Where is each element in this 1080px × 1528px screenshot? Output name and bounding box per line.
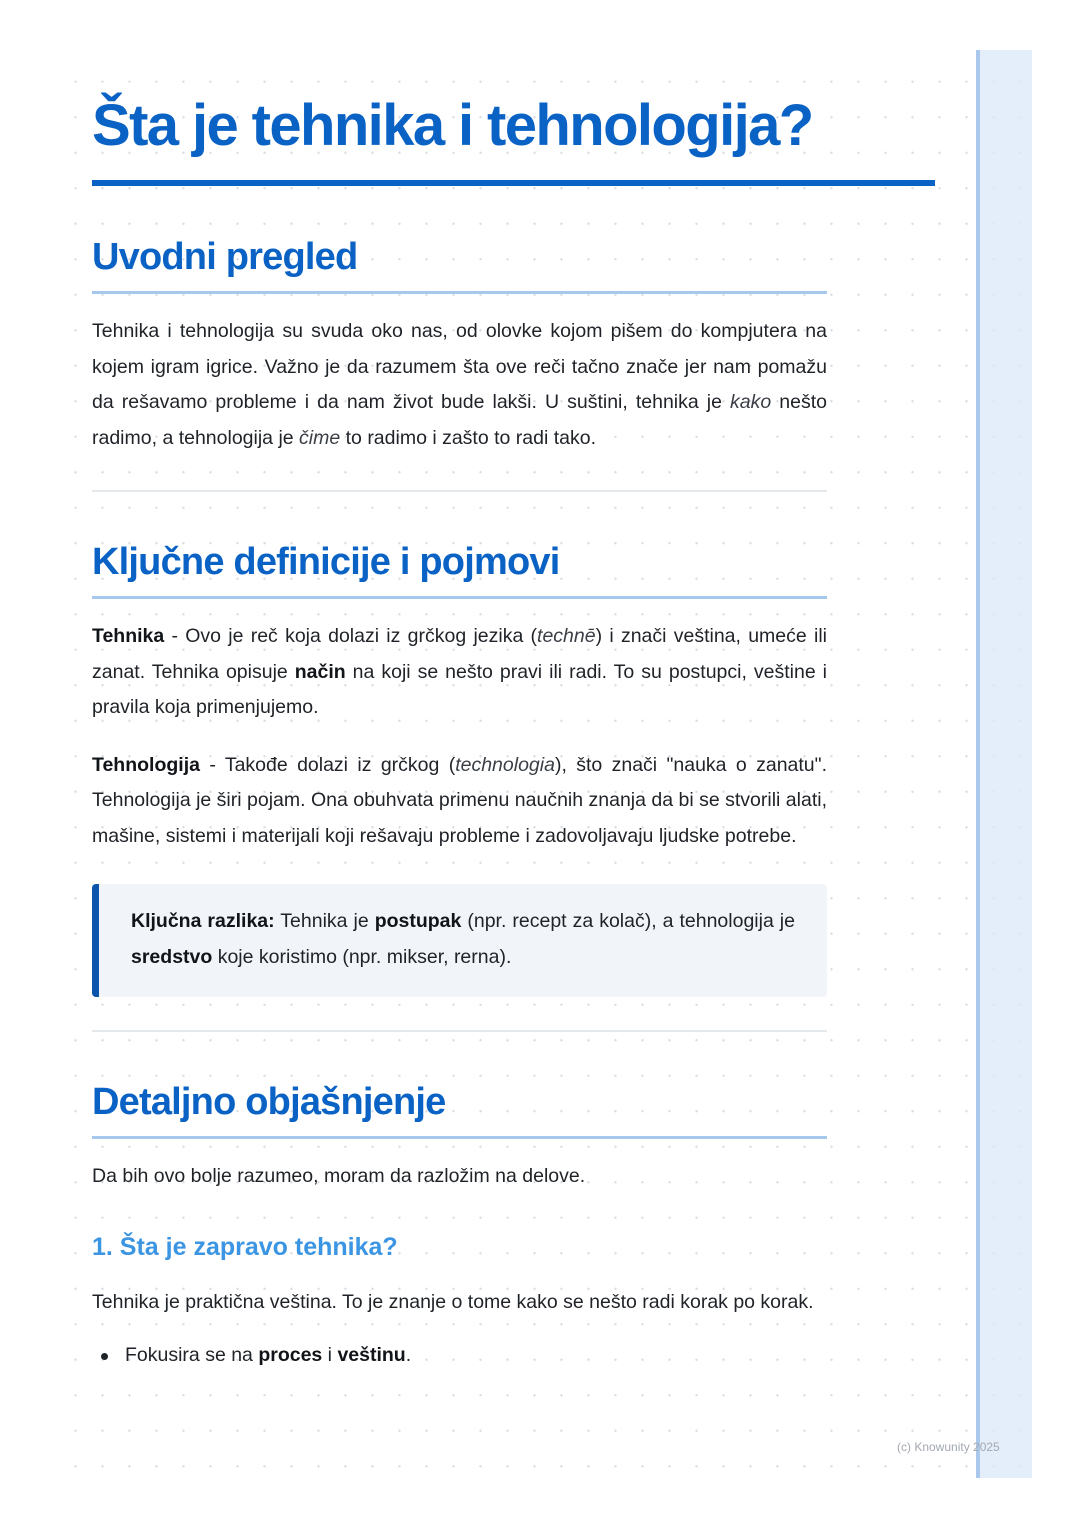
section-kljucne-definicije [92,536,827,997]
list-item [92,1338,827,1374]
section-divider [92,1030,827,1032]
text-span: ), što znači "nauka o zanatu". Tehnologija je širi pojam. Ona obuhvata primenu naučnih znanja da bi se stvorili alati, mašine, sistemi i materijali koji rešavaju probleme i zadovoljavaju ljudske potrebe. [92,753,827,847]
emphasis-kako: kako [730,391,772,413]
text-span: Tehnika je [274,910,375,932]
section-intro: Da bih ovo bolje razumeo, moram da razložim na delove. [92,1165,586,1187]
text-span: . [405,1344,412,1366]
text-span: to radimo i zašto to radi tako. [340,426,597,449]
page-title: Šta je tehnika i tehnologija? [92,93,813,158]
emphasis-cime: čime [299,426,341,449]
bullet-list [92,1338,827,1374]
bullet-icon [101,1353,108,1360]
strong-sredstvo: sredstvo [131,945,213,968]
intro-paragraph [92,314,827,456]
text-span: i [322,1344,338,1366]
section-divider [92,490,827,492]
text-span: - Takođe dolazi iz grčkog ( [199,753,456,776]
emphasis-technologia: technologia [455,753,555,776]
document-content [92,84,827,1374]
text-span: (npr. recept za kolač), a tehnologija je [461,910,795,932]
title-underline [92,180,935,186]
key-difference-callout [92,884,827,997]
strong-nacin: način [294,660,346,683]
strong-postupak: postupak [374,910,462,932]
strong-vestinu: veštinu [337,1344,406,1366]
section-heading: Detaljno objašnjenje [92,1076,827,1139]
section-heading: Ključne definicije i pojmovi [92,536,827,599]
subsection-heading: 1. Šta je zapravo tehnika? [92,1232,398,1261]
definition-tehnika [92,619,827,726]
right-margin-panel [976,50,1032,1478]
copyright-footer: (c) Knowunity 2025 [897,1440,1000,1454]
text-span: nešto radimo, a tehnologija je [92,391,827,449]
subsection-paragraph: Tehnika je praktična veština. To je znanje o tome kako se nešto radi korak po korak. [92,1290,814,1313]
term-tehnika: Tehnika [92,625,165,647]
callout-text [131,904,795,975]
emphasis-techne: technē [537,625,596,647]
definition-tehnologija [92,748,827,855]
strong-proces: proces [258,1344,323,1366]
section-uvodni-pregled [92,231,827,456]
text-span: Tehnika i tehnologija su svuda oko nas, od olovke kojom pišem do kompjutera na kojem igram igrice. Važno je da razumem šta ove reči tačno znače jer nam pomažu da rešavamo probleme i da nam život bude lakši. U suštini, tehnika je [92,320,827,413]
text-span: ) i znači veština, umeće ili zanat. Tehnika opisuje [92,625,827,683]
text-span: na koji se nešto pravi ili radi. To su postupci, veštine i pravila koja primenjujemo. [92,660,827,718]
term-tehnologija: Tehnologija [92,753,200,776]
text-span: - Ovo je reč koja dolazi iz grčkog jezika ( [164,625,538,647]
text-span: koje koristimo (npr. mikser, rerna). [212,945,512,968]
section-heading: Uvodni pregled [92,231,827,294]
callout-label: Ključna razlika: [131,910,275,932]
section-detaljno-objasnjenje [92,1076,827,1374]
text-span: Fokusira se na [125,1344,259,1366]
